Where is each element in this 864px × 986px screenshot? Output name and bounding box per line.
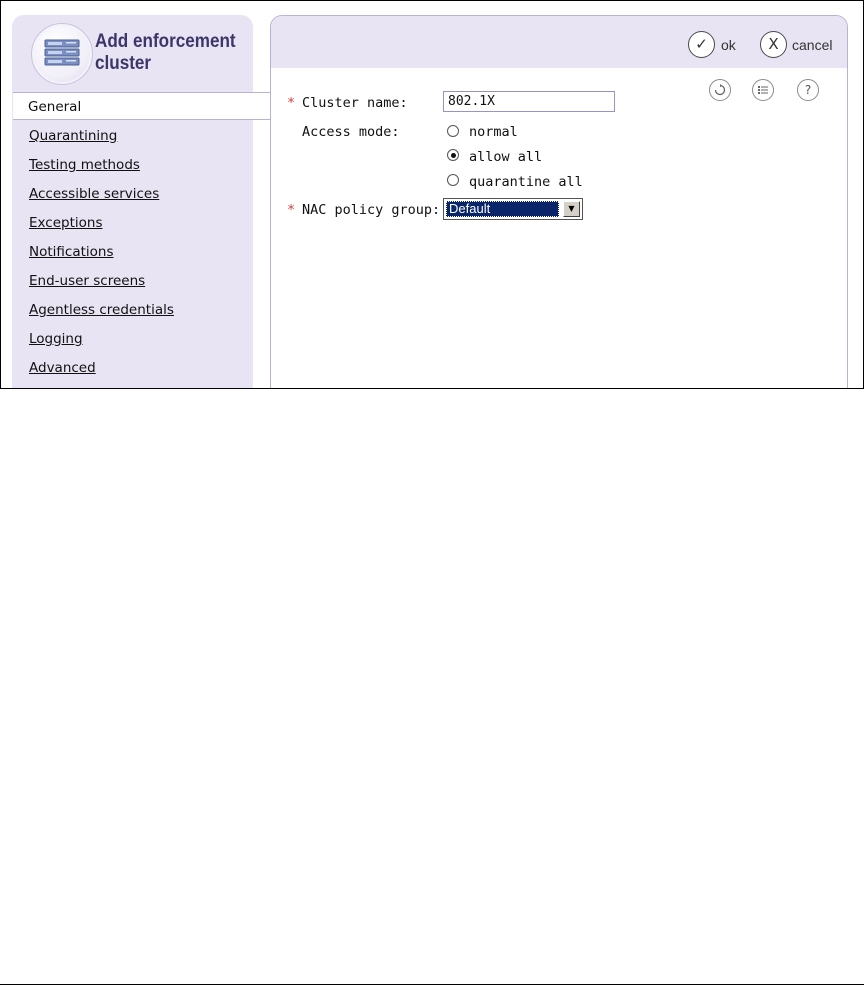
sidebar-item-exceptions[interactable]: Exceptions xyxy=(29,215,103,231)
cancel-icon[interactable]: X xyxy=(760,31,787,58)
sidebar-item-logging[interactable]: Logging xyxy=(29,331,83,347)
ok-button[interactable]: ok xyxy=(721,37,736,53)
sidebar-item-testing-methods[interactable]: Testing methods xyxy=(29,157,140,173)
radio-allow-all[interactable] xyxy=(447,149,459,161)
page-title: Add enforcement cluster xyxy=(95,31,236,74)
radio-normal-label: normal xyxy=(469,124,518,140)
access-mode-label: Access mode: xyxy=(302,124,400,140)
required-marker: * xyxy=(287,202,296,218)
list-icon[interactable] xyxy=(752,79,774,101)
cancel-button[interactable]: cancel xyxy=(792,37,833,53)
sidebar-item-agentless-credentials[interactable]: Agentless credentials xyxy=(29,302,174,318)
policy-group-select[interactable] xyxy=(443,198,583,220)
sidebar-item-advanced[interactable]: Advanced xyxy=(29,360,96,376)
sidebar-item-label: General xyxy=(28,99,82,115)
radio-quarantine-all[interactable] xyxy=(447,174,459,186)
required-marker: * xyxy=(287,95,296,111)
radio-quarantine-all-label: quarantine all xyxy=(469,174,583,190)
policy-group-label: NAC policy group: xyxy=(302,202,441,218)
chevron-down-icon[interactable]: ▼ xyxy=(563,201,580,217)
sidebar-item-end-user-screens[interactable]: End-user screens xyxy=(29,273,146,289)
ok-icon[interactable]: ✓ xyxy=(688,31,715,58)
sidebar-item-accessible-services[interactable]: Accessible services xyxy=(29,186,160,202)
sidebar-item-quarantining[interactable]: Quarantining xyxy=(29,128,118,144)
cluster-name-label: Cluster name: xyxy=(302,95,408,111)
server-rack-icon xyxy=(31,23,93,85)
radio-allow-all-label: allow all xyxy=(469,149,543,165)
cluster-name-field[interactable] xyxy=(443,91,615,112)
policy-group-selected-value: Default xyxy=(446,201,559,217)
radio-normal[interactable] xyxy=(447,125,459,137)
help-icon[interactable]: ? xyxy=(797,79,819,101)
divider xyxy=(0,984,864,985)
sidebar-item-general[interactable] xyxy=(13,92,270,120)
refresh-icon[interactable] xyxy=(709,79,731,101)
app-window xyxy=(0,0,864,389)
sidebar-item-notifications[interactable]: Notifications xyxy=(29,244,114,260)
